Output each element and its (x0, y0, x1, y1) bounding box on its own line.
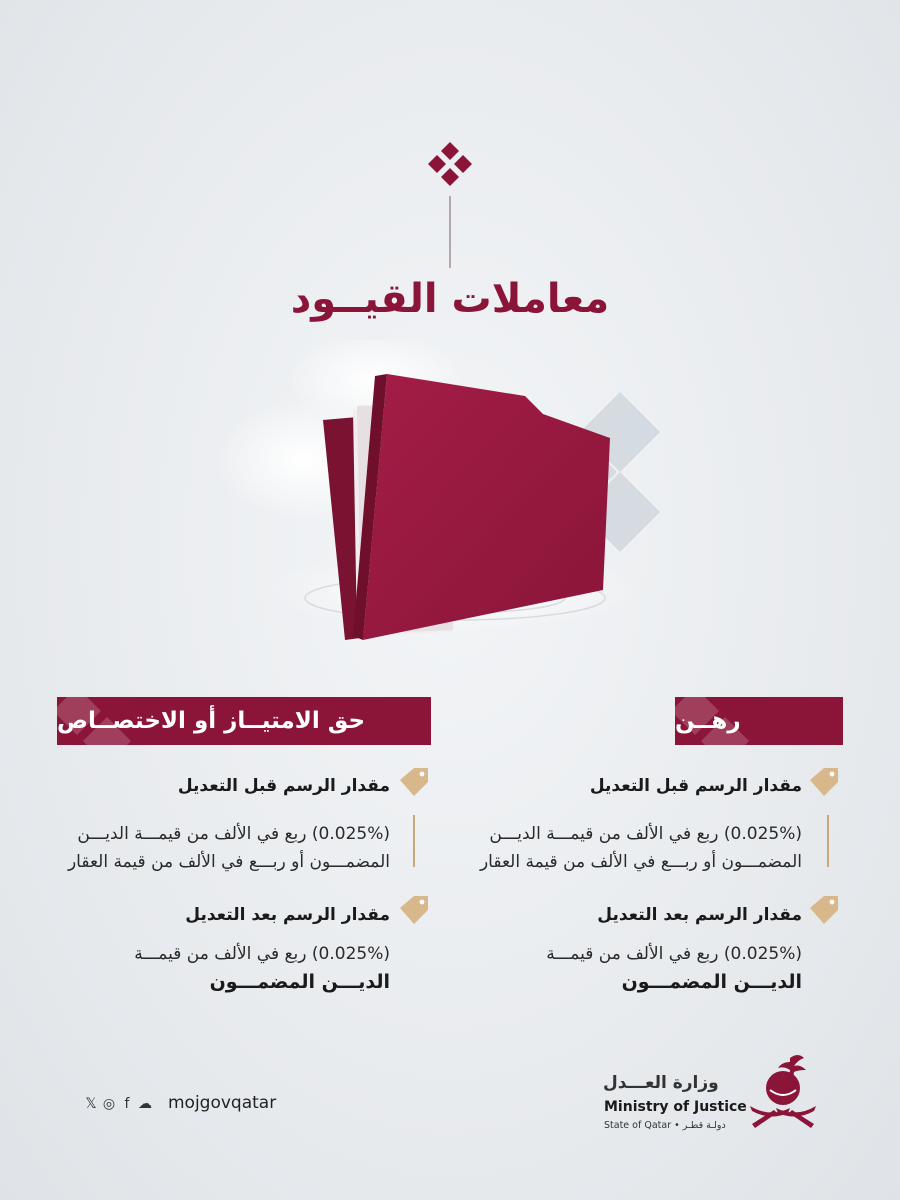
mortgage-before-line1: (0.025%) ربع في الألف من قيمـــة الديـــن (489, 824, 802, 844)
price-tag-icon (806, 894, 842, 926)
vertical-divider (449, 196, 451, 268)
privilege-after-line1: (0.025%) ربع في الألف من قيمـــة (134, 944, 390, 964)
privilege-after-line2: الديـــن المضمـــون (209, 971, 390, 993)
mortgage-after-line2: الديـــن المضمـــون (621, 971, 802, 993)
price-tag-icon (396, 894, 432, 926)
social-icons (84, 1096, 152, 1112)
facebook-icon[interactable]: f (124, 1096, 130, 1112)
privilege-before-text (30, 820, 390, 876)
mortgage-before-line (827, 815, 829, 867)
mortgage-after-line1: (0.025%) ربع في الألف من قيمـــة (546, 944, 802, 964)
ministry-name-arabic: وزارة العـــدل (603, 1073, 719, 1093)
folder-illustration (215, 340, 675, 660)
instagram-icon[interactable]: ◎ (102, 1096, 116, 1112)
state-name: State of Qatar • دولـة قطـر (604, 1120, 726, 1131)
mortgage-section-label: رهــن (675, 708, 741, 734)
ministry-name-english: Ministry of Justice (604, 1099, 747, 1115)
privilege-section-header (57, 697, 431, 745)
mortgage-section-header (675, 697, 843, 745)
snapchat-icon[interactable]: ☁ (138, 1096, 152, 1112)
privilege-after-title: مقدار الرسم بعد التعديل (185, 905, 390, 925)
qatar-emblem-icon (744, 1050, 822, 1134)
price-tag-icon (396, 766, 432, 798)
mortgage-after-text (442, 940, 802, 996)
diamond-emblem-icon (428, 142, 472, 186)
privilege-before-line1: (0.025%) ربع في الألف من قيمـــة الديـــن (77, 824, 390, 844)
privilege-before-line2: المضمـــون أو ربـــع في الألف من قيمة العقار (67, 852, 390, 872)
mortgage-after-title: مقدار الرسم بعد التعديل (597, 905, 802, 925)
price-tag-icon (806, 766, 842, 798)
social-handle[interactable]: mojgovqatar (168, 1093, 277, 1113)
mortgage-before-text (442, 820, 802, 876)
mortgage-before-title: مقدار الرسم قبل التعديل (589, 776, 802, 796)
page-title: معاملات القيــود (290, 276, 610, 322)
x-icon[interactable]: 𝕏 (85, 1096, 97, 1112)
privilege-before-line (413, 815, 415, 867)
privilege-section-label: حق الامتيــاز أو الاختصــاص (57, 708, 366, 734)
privilege-after-text (30, 940, 390, 996)
privilege-before-title: مقدار الرسم قبل التعديل (177, 776, 390, 796)
mortgage-before-line2: المضمـــون أو ربـــع في الألف من قيمة العقار (479, 852, 802, 872)
